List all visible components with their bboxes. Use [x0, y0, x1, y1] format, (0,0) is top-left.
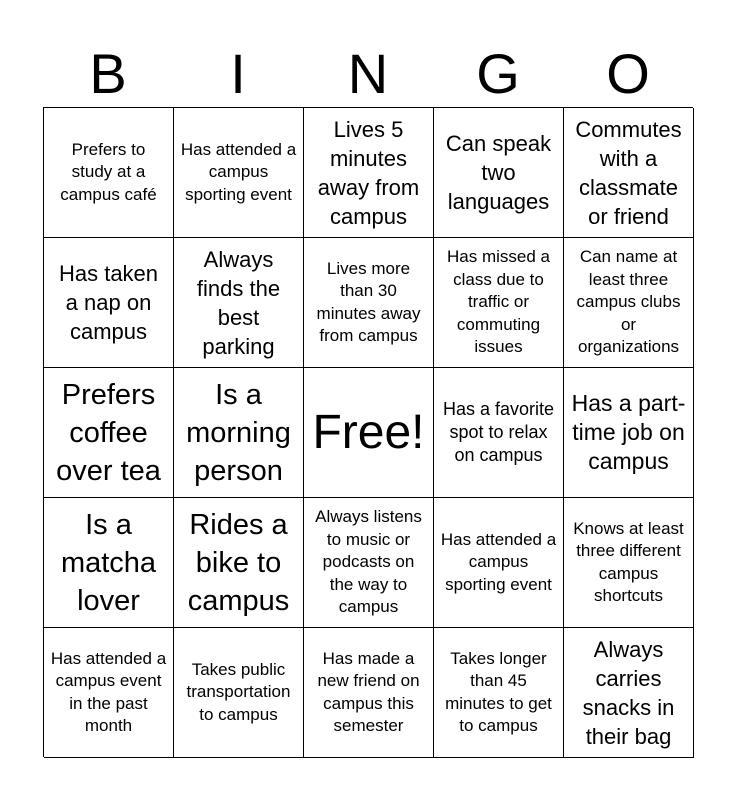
cell-text: Always carries snacks in their bag — [582, 636, 675, 749]
bingo-cell-r3-c2[interactable] — [174, 368, 304, 498]
cell-text: Prefers to study at a campus café — [60, 139, 157, 204]
bingo-cell-r5-c3[interactable] — [304, 628, 434, 758]
bingo-cell-r2-c1[interactable] — [44, 238, 174, 368]
header-letter-n: N — [347, 42, 389, 105]
cell-text: Takes public transportation to campus — [186, 659, 291, 724]
cell-text: Has a favorite spot to relax on campus — [442, 399, 555, 465]
bingo-free-space[interactable] — [304, 368, 434, 498]
bingo-cell-r1-c4[interactable] — [434, 108, 564, 238]
bingo-cell-r1-c2[interactable] — [174, 108, 304, 238]
free-space-text: Free! — [312, 405, 425, 459]
bingo-cell-r2-c2[interactable] — [174, 238, 304, 368]
bingo-cell-r4-c2[interactable] — [174, 498, 304, 628]
cell-text: Has made a new friend on campus this semester — [317, 648, 420, 735]
cell-text: Rides a bike to campus — [187, 508, 290, 617]
cell-text: Takes longer than 45 minutes to get to campus — [445, 648, 552, 735]
cell-text: Always finds the best parking — [196, 246, 281, 359]
bingo-cell-r3-c5[interactable] — [564, 368, 694, 498]
cell-text: Prefers coffee over tea — [56, 378, 161, 487]
cell-text: Lives 5 minutes away from campus — [317, 116, 420, 229]
bingo-cell-r3-c1[interactable] — [44, 368, 174, 498]
bingo-cell-r5-c5[interactable] — [564, 628, 694, 758]
bingo-cell-r1-c5[interactable] — [564, 108, 694, 238]
bingo-header — [43, 40, 693, 108]
cell-text: Is a matcha lover — [60, 508, 157, 617]
bingo-cell-r1-c3[interactable] — [304, 108, 434, 238]
cell-text: Commutes with a classmate or friend — [575, 116, 682, 229]
bingo-cell-r4-c3[interactable] — [304, 498, 434, 628]
header-letter-g: G — [476, 42, 520, 105]
cell-text: Has taken a nap on campus — [58, 261, 159, 344]
cell-text: Has missed a class due to traffic or commuting issues — [447, 247, 550, 357]
bingo-cell-r1-c1[interactable] — [44, 108, 174, 238]
bingo-cell-r4-c1[interactable] — [44, 498, 174, 628]
bingo-board — [43, 107, 693, 757]
header-letter-o: O — [606, 42, 650, 105]
cell-text: Is a morning person — [186, 378, 291, 487]
cell-text: Knows at least three different campus shortcuts — [573, 518, 684, 605]
cell-text: Lives more than 30 minutes away from campus — [316, 258, 421, 345]
bingo-cell-r4-c5[interactable] — [564, 498, 694, 628]
header-letter-i: I — [230, 42, 246, 105]
cell-text: Has attended a campus sporting event — [180, 139, 297, 204]
cell-text: Always listens to music or podcasts on the way to campus — [315, 507, 422, 617]
cell-text: Has a part-time job on campus — [571, 390, 686, 474]
bingo-cell-r4-c4[interactable] — [434, 498, 564, 628]
bingo-cell-r5-c4[interactable] — [434, 628, 564, 758]
cell-text: Has attended a campus event in the past month — [50, 648, 167, 735]
header-letter-b: B — [89, 42, 127, 105]
cell-text: Can name at least three campus clubs or organizations — [576, 247, 681, 357]
bingo-cell-r2-c3[interactable] — [304, 238, 434, 368]
bingo-cell-r3-c4[interactable] — [434, 368, 564, 498]
bingo-cell-r5-c1[interactable] — [44, 628, 174, 758]
bingo-cell-r2-c5[interactable] — [564, 238, 694, 368]
bingo-cell-r2-c4[interactable] — [434, 238, 564, 368]
cell-text: Has attended a campus sporting event — [440, 529, 557, 594]
cell-text: Can speak two languages — [445, 131, 552, 214]
bingo-cell-r5-c2[interactable] — [174, 628, 304, 758]
